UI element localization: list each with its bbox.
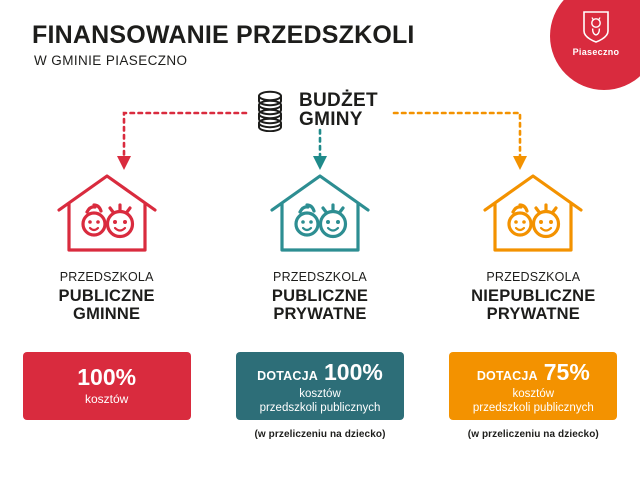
header: [32, 22, 415, 68]
percent-caption-line1: kosztów: [299, 388, 341, 400]
column-label-big-line1: PUBLICZNE: [271, 287, 369, 305]
column-label-big-line1: PUBLICZNE: [58, 287, 155, 305]
house-with-children-icon: [475, 170, 591, 256]
column-label-small: PRZEDSZKOLA: [486, 270, 581, 284]
budget-line-1: BUDŻET: [299, 90, 378, 111]
budget-label: [299, 91, 378, 129]
footnote: (w przeliczeniu na dziecko): [254, 429, 386, 440]
percent-caption: [242, 387, 398, 415]
percent-value: 100%: [324, 359, 383, 385]
coat-of-arms-icon: [583, 11, 609, 43]
column-label-big-line2: PRYWATNE: [486, 305, 580, 324]
column-label-big: [272, 287, 368, 324]
arrow-head-orange: [513, 156, 527, 170]
value-box-niepubliczne-prywatne: [449, 352, 617, 420]
piaseczno-logo-badge: [550, 0, 640, 90]
arrow-to-public-gminne: [124, 113, 246, 158]
value-box-gminne: [23, 352, 191, 420]
value-box-publiczne-prywatne: [236, 352, 404, 420]
percent-line: [242, 361, 398, 384]
percent-caption-line2: przedszkoli publicznych: [472, 402, 594, 415]
budget-cluster: [250, 88, 378, 132]
percent-caption-line2: przedszkoli publicznych: [259, 402, 381, 415]
category-columns: [0, 170, 640, 324]
coins-stack-icon: [250, 88, 290, 132]
column-label-small: PRZEDSZKOLA: [273, 270, 367, 284]
value-box-column-2: [213, 352, 426, 440]
page-title: FINANSOWANIE PRZEDSZKOLI: [32, 21, 415, 49]
arrow-to-niepubliczne-prywatne: [394, 113, 520, 158]
percent-caption: [455, 387, 611, 415]
value-box-column-1: [0, 352, 213, 440]
logo-label: Piaseczno: [572, 47, 620, 57]
value-box-column-3: [427, 352, 640, 440]
house-with-children-icon: [262, 170, 378, 256]
column-publiczne-gminne: [0, 170, 213, 324]
subsidy-label: DOTACJA: [257, 369, 319, 383]
column-label-big: [471, 287, 595, 324]
column-label-big-line2: PRYWATNE: [273, 305, 367, 324]
column-label-big-line1: NIEPUBLICZNE: [471, 287, 596, 305]
column-publiczne-prywatne: [213, 170, 426, 324]
column-label-small: PRZEDSZKOLA: [59, 270, 154, 284]
percent-caption: kosztów: [84, 392, 129, 406]
value-boxes: [0, 352, 640, 440]
column-niepubliczne-prywatne: [427, 170, 640, 324]
arrow-head-teal: [313, 156, 327, 170]
percent-value: 75%: [543, 359, 590, 385]
column-label-big-line2: GMINNE: [73, 305, 141, 324]
page-subtitle: W GMINIE PIASECZNO: [34, 53, 188, 69]
footnote: (w przeliczeniu na dziecko): [467, 429, 599, 440]
column-label-big: [59, 287, 155, 324]
house-with-children-icon: [49, 170, 165, 256]
percent-line: [455, 361, 611, 384]
percent-value: 100%: [77, 364, 137, 390]
percent-caption-line1: kosztów: [512, 388, 555, 400]
subsidy-label: DOTACJA: [476, 369, 538, 383]
budget-line-2: GMINY: [299, 109, 363, 130]
arrow-head-red: [117, 156, 131, 170]
